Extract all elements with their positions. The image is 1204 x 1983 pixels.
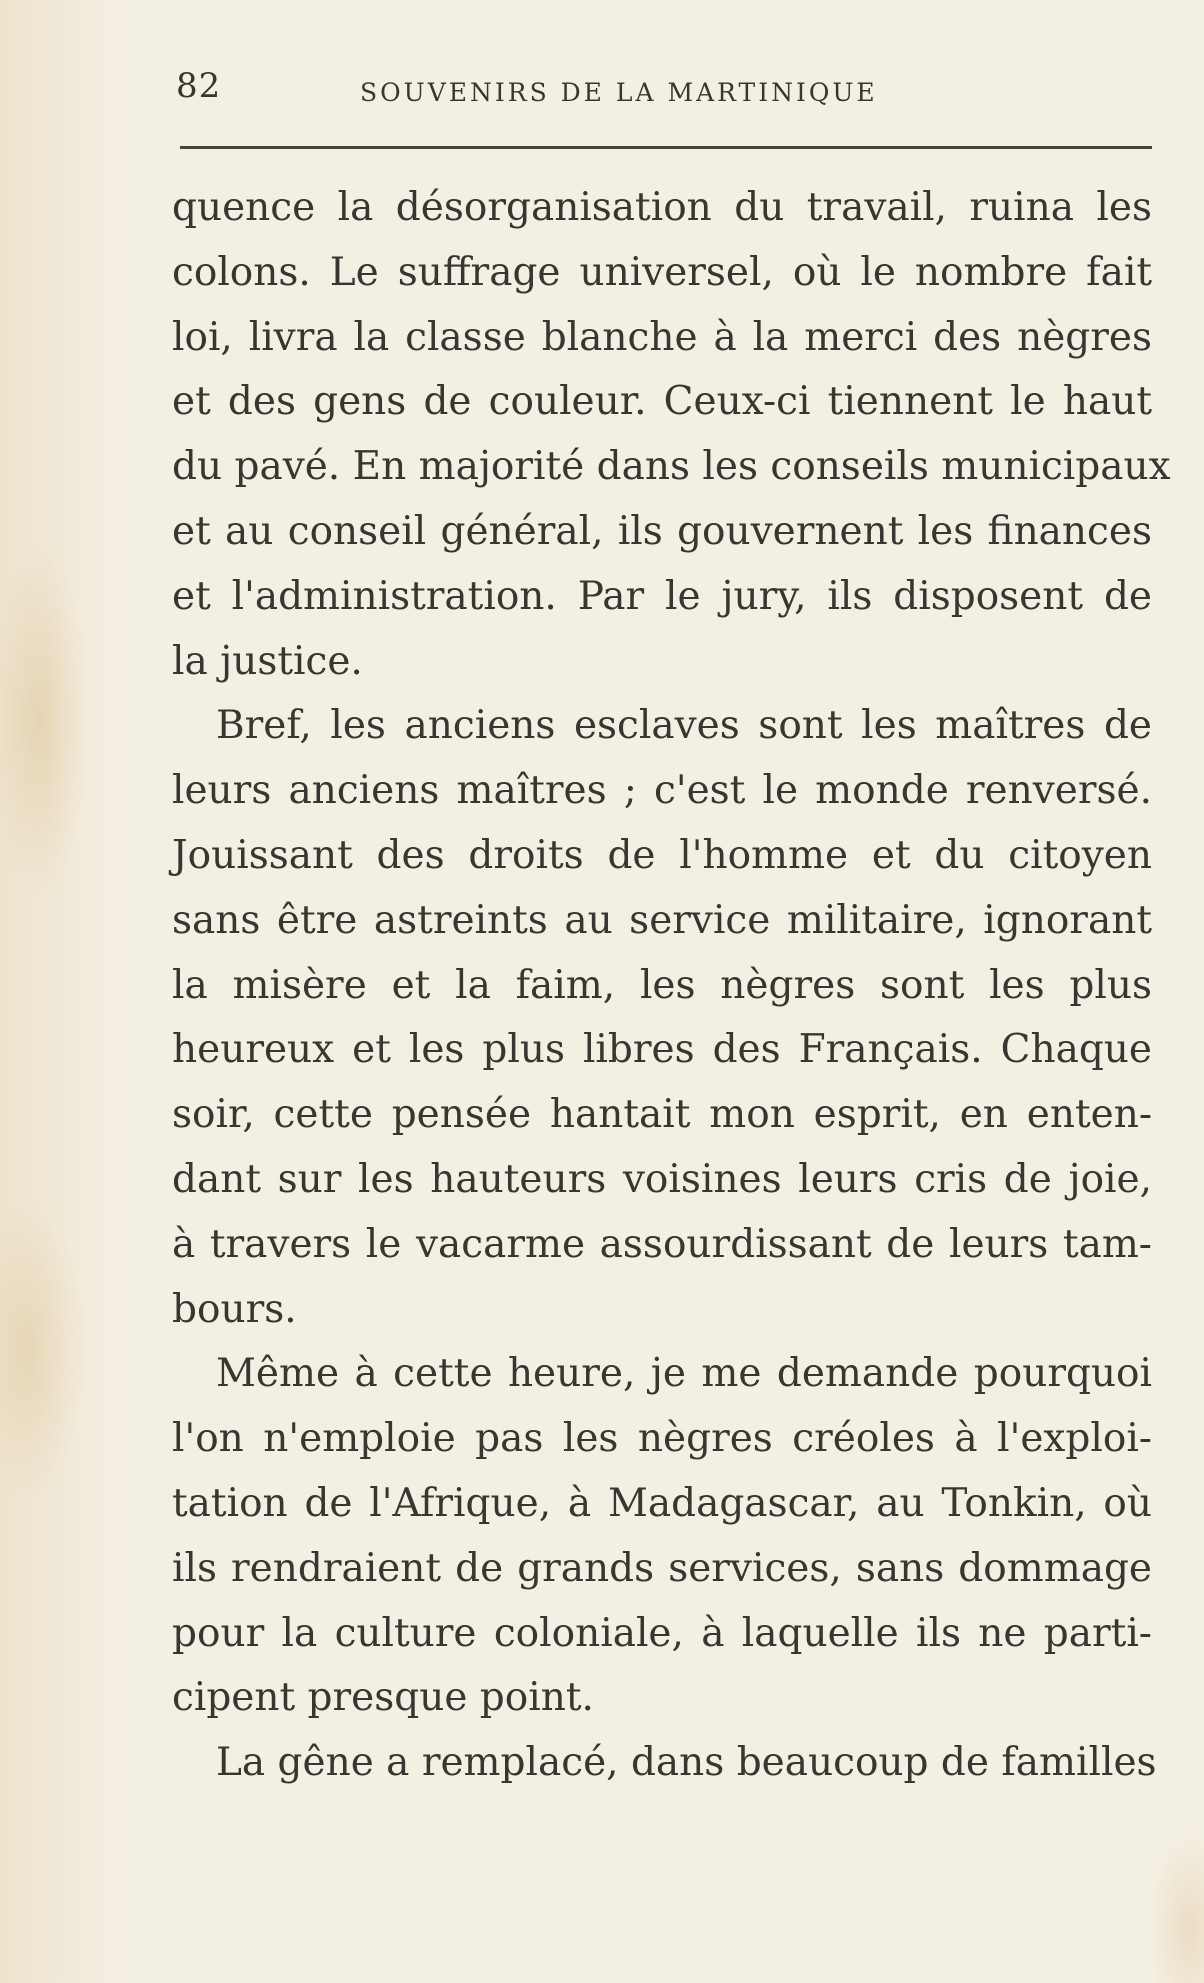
text-line: cipent presque point. [172, 1675, 594, 1721]
page-number: 82 [176, 66, 222, 106]
text-line: Jouissant des droits de l'homme et du citoyen [172, 832, 1152, 878]
text-line: colons. Le suffrage universel, où le nombre fait [172, 249, 1152, 295]
text-line: loi, livra la classe blanche à la merci des nègres [172, 314, 1152, 360]
text-line: et des gens de couleur. Ceux-ci tiennent le haut [172, 379, 1152, 425]
book-page [172, 60, 1171, 1786]
text-line: heureux et les plus libres des Français. Chaque [172, 1027, 1152, 1073]
text-line: leurs anciens maîtres ; c'est le monde renversé. [172, 768, 1152, 814]
text-line: bours. [172, 1286, 297, 1332]
text-line: dant sur les hauteurs voisines leurs cris de joie, [172, 1156, 1152, 1202]
text-line: soir, cette pensée hantait mon esprit, en enten- [172, 1092, 1152, 1138]
text-line: la misère et la faim, les nègres sont les plus [172, 962, 1152, 1008]
body-text [172, 176, 1171, 1796]
text-line: la justice. [172, 638, 363, 684]
text-line: quence la désorganisation du travail, ruina les [172, 185, 1152, 230]
text-line: Bref, les anciens esclaves sont les maîtres de [216, 703, 1152, 749]
text-line: La gêne a remplacé, dans beaucoup de familles [216, 1740, 1157, 1786]
text-line: du pavé. En majorité dans les conseils municipaux [172, 444, 1171, 490]
page-header [172, 60, 1152, 130]
running-title: SOUVENIRS DE LA MARTINIQUE [360, 78, 878, 107]
text-line: pour la culture coloniale, à laquelle ils ne parti- [172, 1610, 1152, 1656]
text-line: à travers le vacarme assourdissant de leurs tam- [172, 1221, 1152, 1267]
header-rule [180, 146, 1152, 149]
text-line: l'on n'emploie pas les nègres créoles à l'exploi- [172, 1416, 1152, 1462]
text-line: sans être astreints au service militaire, ignorant [172, 897, 1152, 943]
text-line: Même à cette heure, je me demande pourquoi [216, 1351, 1152, 1397]
text-line: tation de l'Afrique, à Madagascar, au Tonkin, où [172, 1480, 1152, 1526]
text-line: et l'administration. Par le jury, ils disposent de [172, 573, 1152, 619]
text-line: ils rendraient de grands services, sans dommage [172, 1545, 1152, 1591]
text-line: et au conseil général, ils gouvernent les finances [172, 508, 1152, 554]
